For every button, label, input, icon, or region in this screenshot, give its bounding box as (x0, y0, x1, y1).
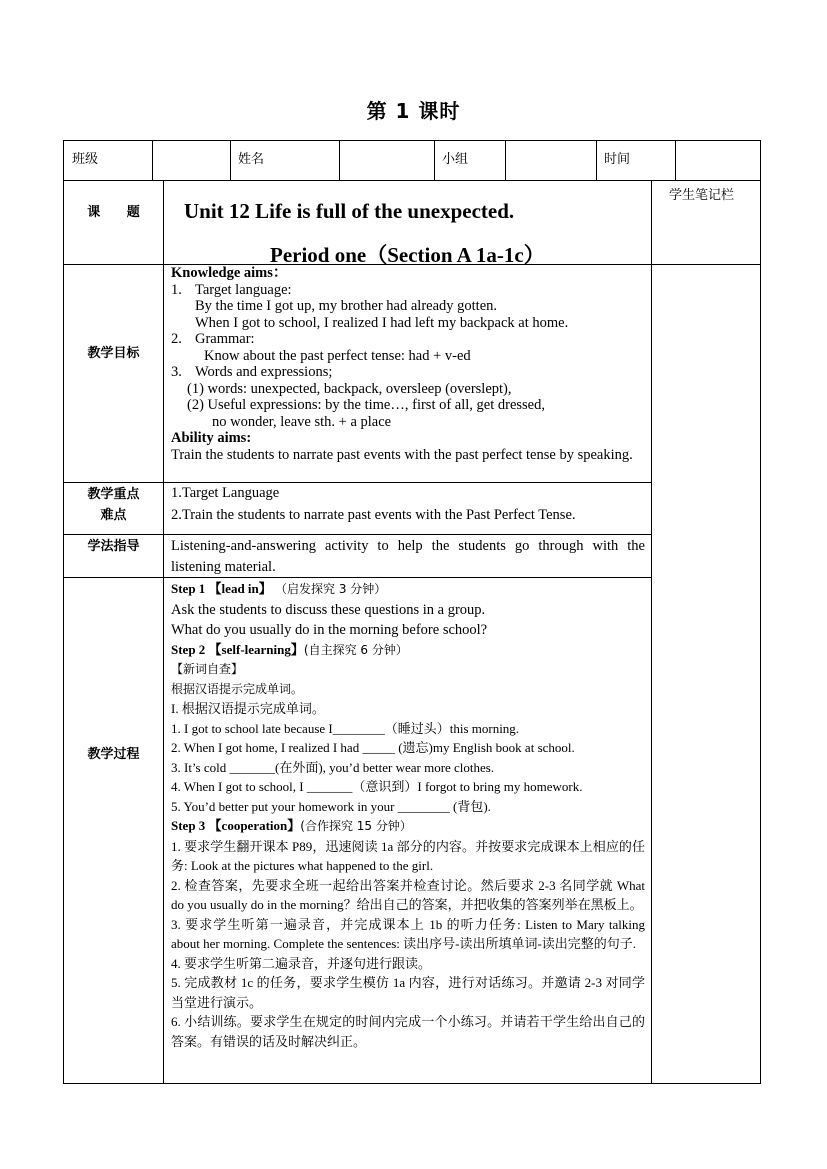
question-4: 4. When I got to school, I _______（意识到）I forgot to bring my homework. (171, 779, 583, 794)
focus-label-line2: 难点 (100, 508, 127, 523)
question-2: 2. When I got home, I realized I had _____ (遗忘)my English book at school. (171, 740, 575, 755)
item3-sub2: (2) Useful expressions: by the time…, first of all, get dressed, (187, 397, 545, 413)
task-4: 4. 要求学生听第二遍录音，并逐句进行跟读。 (171, 955, 432, 971)
item2-title: Grammar: (195, 331, 255, 347)
guide-text: Listening-and-answering activity to help the students go through with the listening material. (171, 538, 645, 575)
notes-label: 学生笔记栏 (669, 188, 735, 203)
step2-instruction: 根据汉语提示完成单词。 (171, 681, 304, 696)
step2-instruction-2: I. 根据汉语提示完成单词。 (171, 701, 325, 716)
step1-note: （启发探究 3 分钟） (275, 582, 387, 596)
item1-line1: By the time I got up, my brother had already gotten. (195, 298, 498, 314)
step2-heading: Step 2 【self-learning】 (171, 641, 304, 657)
item-number: 2. (171, 331, 182, 347)
item1-line2: When I got to school, I realized I had left my backpack at home. (195, 314, 569, 331)
header-divider (434, 140, 435, 181)
period-title: Period one（Section A 1a-1c） (270, 243, 545, 267)
focus-label-line1: 教学重点 (87, 487, 140, 502)
label-column-divider (163, 180, 164, 1084)
item-number: 1. (171, 281, 182, 298)
group-label: 小组 (442, 152, 469, 167)
time-label: 时间 (604, 152, 631, 167)
task-5: 5. 完成教材 1c 的任务，要求学生模仿 1a 内容，进行对话练习。并邀请 2-3 对同学当堂进行演示。 (171, 975, 645, 1010)
header-divider (230, 140, 231, 181)
item3-sub1: (1) words: unexpected, backpack, oversleep (overslept), (187, 380, 512, 397)
aims-content (171, 265, 649, 463)
question-1: 1. I got to school late because I________（睡过头）this morning. (171, 720, 520, 736)
task-6: 6. 小结训练。要求学生在规定的时间内完成一个小练习。并请若干学生给出自己的答案。有错误的话及时解决纠正。 (171, 1014, 645, 1049)
item1-title: Target language: (195, 281, 292, 298)
topic-label: 课 题 (87, 205, 140, 220)
class-label: 班级 (72, 152, 99, 167)
step3-note: (合作探究 15 分钟） (300, 819, 412, 833)
header-divider (596, 140, 597, 181)
step3-heading: Step 3 【cooperation】 (171, 818, 301, 833)
name-label: 姓名 (238, 152, 265, 167)
header-divider (675, 140, 676, 181)
step2-subheading: 【新词自查】 (171, 662, 244, 676)
focus-line1: 1.Target Language (171, 485, 280, 501)
task-1: 1. 要求学生翻开课本 P89，迅速阅读 1a 部分的内容。并按要求完成课本上相应的任务: Look at the pictures what happened to the girl. (171, 838, 645, 873)
process-label: 教学过程 (87, 747, 140, 762)
knowledge-heading: Knowledge aims： (171, 265, 288, 281)
question-5: 5. You’d better put your homework in your ________ (背包). (171, 798, 491, 814)
task-2: 2. 检查答案，先要求全班一起给出答案并检查讨论。然后要求 2-3 名同学就 What do you usually do in the morning？给出自己的答案，并把收集的答案列举在黑板上。 (171, 877, 645, 912)
ability-heading: Ability aims: (171, 430, 252, 446)
question-3: 3. It’s cold _______(在外面), you’d better wear more clothes. (171, 759, 495, 775)
step1-line2: What do you usually do in the morning before school? (171, 621, 488, 638)
step2-note: (自主探究 6 分钟） (303, 642, 408, 657)
item3-sub2-cont: no wonder, leave sth. + a place (212, 413, 392, 430)
process-content (171, 579, 645, 1051)
row-divider (651, 264, 761, 265)
item-number: 3. (171, 364, 182, 380)
header-row (63, 140, 761, 181)
item3-title: Words and expressions; (195, 364, 333, 380)
guide-label: 学法指导 (87, 539, 140, 554)
step1-line1: Ask the students to discuss these questions in a group. (171, 601, 486, 618)
ability-text: Train the students to narrate past events with the past perfect tense by speaking. (171, 446, 633, 463)
header-divider (505, 140, 506, 181)
header-divider (152, 140, 153, 181)
row-divider (63, 534, 651, 535)
aims-label: 教学目标 (87, 346, 140, 361)
step1-heading: Step 1 【lead in】 (171, 581, 272, 596)
unit-title: Unit 12 Life is full of the unexpected. (184, 199, 515, 223)
page-title: 第 1 课时 (366, 99, 461, 123)
task-3: 3. 要求学生听第一遍录音，并完成课本上 1b 的听力任务: Listen to Mary talking about her morning. Complete the sentences: 读出序号-读出所填单词-读出完整的句子. (171, 916, 645, 951)
focus-line2: 2.Train the students to narrate past events with the Past Perfect Tense. (171, 507, 576, 523)
item2-line1: Know about the past perfect tense: had + v-ed (204, 347, 471, 364)
notes-column-divider (651, 180, 652, 1084)
header-divider (339, 140, 340, 181)
